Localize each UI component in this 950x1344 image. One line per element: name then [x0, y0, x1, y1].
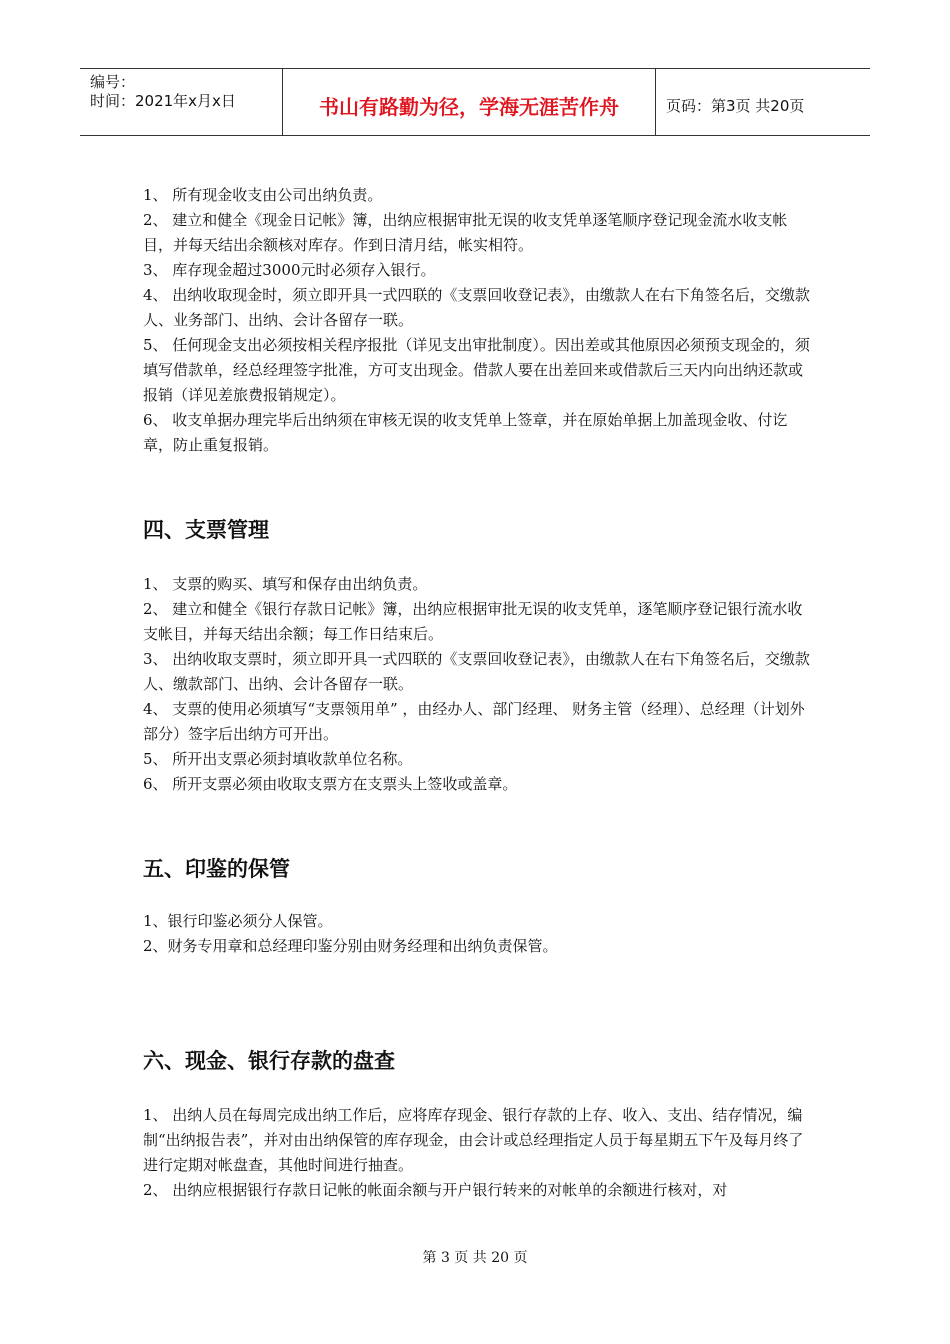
section-4-heading: 四、支票管理: [143, 517, 269, 542]
header-left-cell: [80, 69, 283, 135]
list-item: 5、 任何现金支出必须按相关程序报批（详见支出审批制度）。因出差或其他原因必须预支现金的，须填写借款单，经总经理签字批准，方可支出现金。借款人要在出差回来或借款后三天内向出纳还款或报销（详见差旅费报销规定）。: [143, 336, 810, 404]
section-4-list: [143, 572, 813, 797]
list-item: 5、 所开出支票必须封填收款单位名称。: [143, 750, 413, 768]
document-time-label: 时间：2021年x月x日: [90, 92, 236, 110]
list-item: 1、银行印鉴必须分人保管。: [143, 912, 333, 930]
list-item: 6、 收支单据办理完毕后出纳须在审核无误的收支凭单上签章，并在原始单据上加盖现金收、付讫章，防止重复报销。: [143, 411, 788, 454]
list-item: 2、 建立和健全《现金日记帐》簿，出纳应根据审批无误的收支凭单逐笔顺序登记现金流水收支帐目，并每天结出余额核对库存。作到日清月结，帐实相符。: [143, 211, 788, 254]
list-item: 3、 库存现金超过3000元时必须存入银行。: [143, 261, 436, 279]
page-header: [80, 68, 870, 136]
list-item: 6、 所开支票必须由收取支票方在支票头上签收或盖章。: [143, 775, 518, 793]
list-item: 2、 建立和健全《银行存款日记帐》簿，出纳应根据审批无误的收支凭单，逐笔顺序登记银行流水收支帐目，并每天结出余额；每工作日结束后。: [143, 600, 803, 643]
list-item: 1、 所有现金收支由公司出纳负责。: [143, 186, 383, 204]
list-item: 4、 出纳收取现金时，须立即开具一式四联的《支票回收登记表》，由缴款人在右下角签名后，交缴款人、业务部门、出纳、会计各留存一联。: [143, 286, 810, 329]
section-6-heading: 六、现金、银行存款的盘查: [143, 1048, 395, 1073]
section-3-list: [143, 183, 813, 458]
list-item: 4、 支票的使用必须填写“支票领用单” ，由经办人、部门经理、 财务主管（经理）、总经理（计划外部分）签字后出纳方可开出。: [143, 700, 805, 743]
page-footer: 第 3 页 共 20 页: [422, 1250, 528, 1266]
section-5-list: [143, 909, 813, 959]
document-number-label: 编号：: [90, 73, 136, 91]
header-page-info: 页码：第3页 共20页: [666, 96, 805, 115]
list-item: 1、 出纳人员在每周完成出纳工作后，应将库存现金、银行存款的上存、收入、支出、结存情况，编制“出纳报告表”，并对由出纳保管的库存现金，由会计或总经理指定人员于每星期五下午及每月终了进行定期对帐盘查，其他时间进行抽查。: [143, 1106, 804, 1174]
list-item: 1、 支票的购买、填写和保存由出纳负责。: [143, 575, 428, 593]
list-item: 2、财务专用章和总经理印鉴分别由财务经理和出纳负责保管。: [143, 937, 558, 955]
document-body: [143, 183, 813, 1203]
header-motto: 书山有路勤为径，学海无涯苦作舟: [283, 69, 656, 135]
section-6-list: [143, 1103, 813, 1203]
list-item: 3、 出纳收取支票时，须立即开具一式四联的《支票回收登记表》，由缴款人在右下角签名后，交缴款人、缴款部门、出纳、会计各留存一联。: [143, 650, 810, 693]
list-item: 2、 出纳应根据银行存款日记帐的帐面余额与开户银行转来的对帐单的余额进行核对，对: [143, 1181, 728, 1199]
section-5-heading: 五、印鉴的保管: [143, 856, 290, 881]
